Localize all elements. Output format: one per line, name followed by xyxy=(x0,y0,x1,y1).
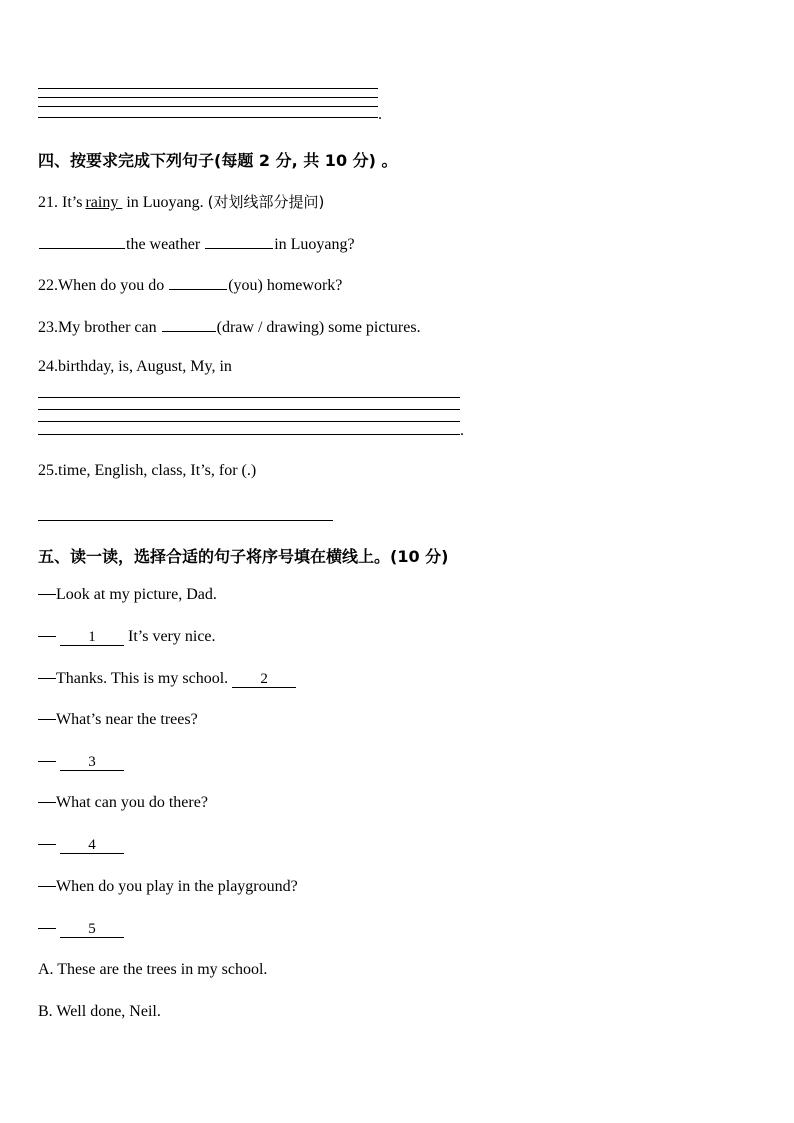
dialogue-text: It’s very nice. xyxy=(128,628,216,645)
q21-post: in Luoyang. xyxy=(126,194,204,211)
section5-heading: 五、读一读，选择合适的句子将序号填在横线上。(10 分) xyxy=(38,547,449,566)
answer-blank-1[interactable]: 1 xyxy=(60,629,124,646)
q21-instruction: (对划线部分提问) xyxy=(207,193,325,211)
dash-mark xyxy=(38,928,56,929)
question-22 xyxy=(38,274,342,295)
dash-mark xyxy=(38,802,56,803)
line-end-period: . xyxy=(378,106,382,123)
dialogue-line-5 xyxy=(38,753,124,771)
q21-pre: It’s xyxy=(62,194,83,211)
dialogue-line-8 xyxy=(38,878,298,896)
section4-heading: 四、按要求完成下列句子(每题 2 分, 共 10 分) 。 xyxy=(38,151,398,170)
answer-line xyxy=(38,117,378,118)
answer-blank-2[interactable]: 2 xyxy=(232,671,296,688)
q21-underlined-word: rainy xyxy=(85,194,119,211)
dash-mark xyxy=(38,886,56,887)
question-21 xyxy=(38,191,324,212)
dialogue-line-6 xyxy=(38,794,208,812)
answer-line[interactable] xyxy=(38,421,460,422)
option-b: B. Well done, Neil. xyxy=(38,1003,161,1020)
dialogue-line-1 xyxy=(38,586,217,604)
dialogue-text: When do you play in the playground? xyxy=(56,878,298,895)
dialogue-text: Look at my picture, Dad. xyxy=(56,586,217,603)
answer-line xyxy=(38,88,378,89)
dialogue-line-4 xyxy=(38,711,198,729)
q21-number: 21. xyxy=(38,194,58,211)
q24-words: birthday, is, August, My, in xyxy=(58,358,232,375)
answer-line[interactable] xyxy=(38,409,460,410)
dialogue-line-3 xyxy=(38,670,296,688)
q23-number: 23. xyxy=(38,319,58,336)
dash-mark xyxy=(38,719,56,720)
q24-number: 24. xyxy=(38,358,58,375)
dialogue-text: Thanks. This is my school. xyxy=(56,670,229,687)
q22-blank[interactable] xyxy=(169,274,227,290)
answer-blank-4[interactable]: 4 xyxy=(60,837,124,854)
q23-pre: My brother can xyxy=(58,319,157,336)
question-25 xyxy=(38,462,256,480)
dialogue-line-9 xyxy=(38,920,124,938)
line-end-period: . xyxy=(460,422,464,439)
q25-number: 25. xyxy=(38,462,58,479)
answer-line[interactable] xyxy=(38,397,460,398)
dialogue-line-7 xyxy=(38,836,124,854)
q21-blank-1[interactable] xyxy=(39,233,125,249)
dash-mark xyxy=(38,678,56,679)
q21-end-text: in Luoyang? xyxy=(274,236,355,253)
question-24 xyxy=(38,358,232,376)
dash-mark xyxy=(38,844,56,845)
dash-mark xyxy=(38,636,56,637)
dialogue-text: What’s near the trees? xyxy=(56,711,198,728)
q21-mid-text: the weather xyxy=(126,236,201,253)
q21-blank-2[interactable] xyxy=(205,233,273,249)
q23-post: (draw / drawing) some pictures. xyxy=(216,319,421,336)
answer-line xyxy=(38,97,378,98)
dash-mark xyxy=(38,761,56,762)
answer-line[interactable] xyxy=(38,434,460,435)
q25-words: time, English, class, It’s, for (.) xyxy=(58,462,257,479)
question-23 xyxy=(38,316,421,337)
dialogue-text: What can you do there? xyxy=(56,794,208,811)
dialogue-line-2 xyxy=(38,628,216,646)
dash-mark xyxy=(38,594,56,595)
q25-answer-line[interactable] xyxy=(38,520,333,521)
q21-answer-row xyxy=(38,233,355,254)
answer-blank-5[interactable]: 5 xyxy=(60,921,124,938)
answer-line xyxy=(38,106,378,107)
q23-blank[interactable] xyxy=(162,316,216,332)
answer-blank-3[interactable]: 3 xyxy=(60,754,124,771)
q22-pre: When do you do xyxy=(58,277,165,294)
q22-number: 22. xyxy=(38,277,58,294)
q22-post: (you) homework? xyxy=(228,277,343,294)
option-a: A. These are the trees in my school. xyxy=(38,961,268,978)
